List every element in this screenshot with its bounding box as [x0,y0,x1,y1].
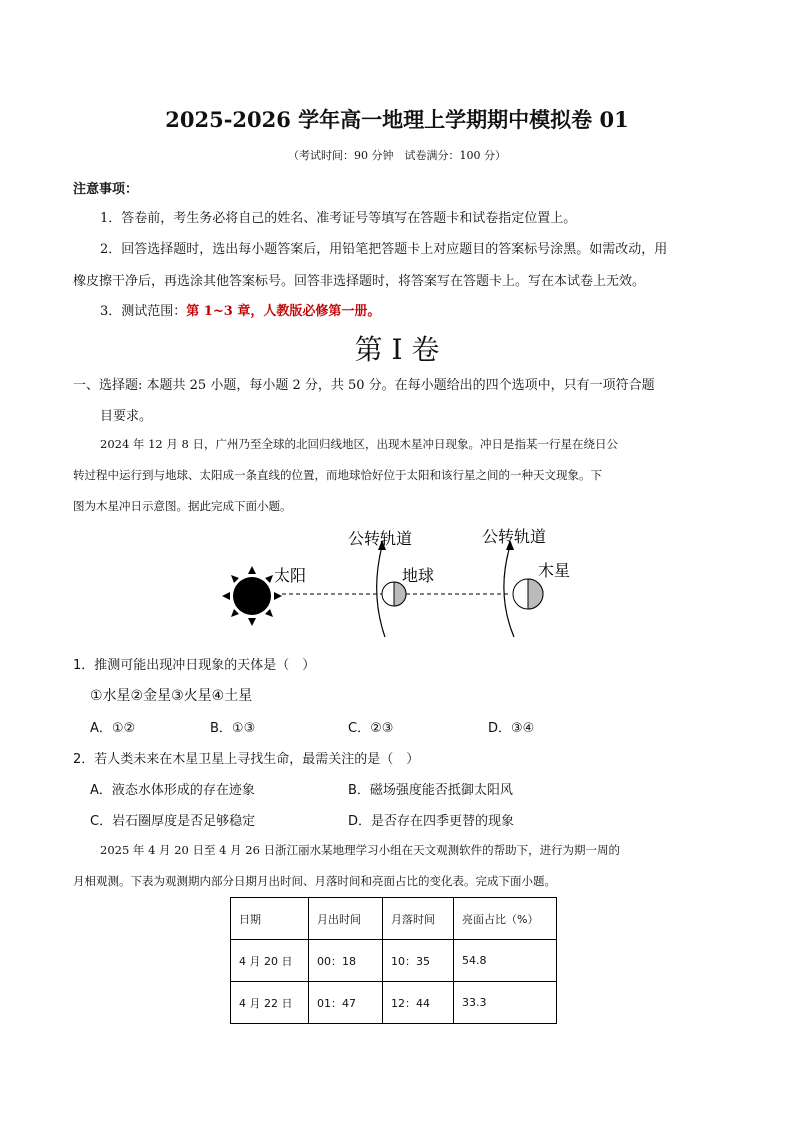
notice-item-2-line-1: 2．回答选择题时，选出每小题答案后，用铅笔把答题卡上对应题目的答案标号涂黑。如需改动，用 [100,242,668,257]
notice-item-3-label: 3．测试范围： [100,304,187,319]
notice-item-1: 1．答卷前，考生务必将自己的姓名、准考证号等填写在答题卡和试卷指定位置上。 [100,211,577,226]
table-header-row [231,898,557,940]
question-2-option-d[interactable]: D．是否存在四季更替的现象 [348,814,515,829]
jupiter-icon [513,579,543,609]
question-2-option-b[interactable]: B．磁场强度能否抵御太阳风 [348,783,513,798]
test-scope: 第 1~3 章，人教版必修第一册。 [186,304,381,319]
table-row [231,940,557,982]
moon-observation-table [230,897,557,1024]
label-jupiter: 木星 [538,561,571,580]
passage-2-line-2: 月相观测。下表为观测期内部分日期月出时间、月落时间和亮面占比的变化表。完成下面小题。 [73,874,556,888]
table-header-cell: 日期 [231,898,309,940]
question-1-option-b[interactable]: B．①③ [210,721,256,736]
label-earth-orbit: 公转轨道 [348,529,413,548]
label-jupiter-orbit: 公转轨道 [482,527,547,546]
table-cell: 00：18 [309,940,383,982]
label-sun: 太阳 [274,566,307,585]
sun-icon [222,566,282,626]
page-title: 2025-2026 学年高一地理上学期期中模拟卷 01 [165,107,629,132]
table-cell: 01：47 [309,982,383,1024]
passage-2-line-1: 2025 年 4 月 20 日至 4 月 26 日浙江丽水某地理学习小组在天文观测软件的帮助下，进行为期一周的 [100,843,621,857]
passage-1-line-3: 图为木星冲日示意图。据此完成下面小题。 [73,499,292,513]
jupiter-orbit [504,546,514,637]
question-2-option-c[interactable]: C．岩石圈厚度是否足够稳定 [90,814,256,829]
notice-item-3 [100,300,380,319]
label-earth: 地球 [402,566,435,585]
question-1-stem: 1．推测可能出现冲日现象的天体是（ ） [73,658,316,673]
jupiter-opposition-diagram [210,520,580,640]
section-instruction-line-2: 目要求。 [100,409,153,424]
table-header-cell: 月落时间 [383,898,454,940]
exam-info: （考试时间：90 分钟 试卷满分：100 分） [288,149,506,162]
question-1-option-d[interactable]: D．③④ [488,721,535,736]
notice-heading: 注意事项： [73,182,139,197]
table-cell: 4 月 20 日 [231,940,309,982]
earth-icon [382,582,406,606]
section-title: 第 I 卷 [354,333,440,366]
table-cell: 12：44 [383,982,454,1024]
table-cell: 54.8 [454,940,557,982]
table-cell: 10：35 [383,940,454,982]
question-1-items: ①水星②金星③火星④土星 [90,688,253,704]
table-cell: 33.3 [454,982,557,1024]
question-2-option-a[interactable]: A．液态水体形成的存在迹象 [90,783,255,798]
passage-1-line-2: 转过程中运行到与地球、太阳成一条直线的位置，而地球恰好位于太阳和该行星之间的一种天文现象。下 [73,468,602,482]
table-header-cell: 亮面占比（%） [454,898,557,940]
table-row [231,982,557,1024]
question-2-stem: 2．若人类未来在木星卫星上寻找生命，最需关注的是（ ） [73,752,420,767]
table-cell: 4 月 22 日 [231,982,309,1024]
question-1-option-a[interactable]: A．①② [90,721,136,736]
passage-1-line-1: 2024 年 12 月 8 日，广州乃至全球的北回归线地区，出现木星冲日现象。冲日是指某一行星在绕日公 [100,437,618,451]
table-header-cell: 月出时间 [309,898,383,940]
section-instruction-line-1: 一、选择题: 本题共 25 小题，每小题 2 分，共 50 分。在每小题给出的四个选项中，只有一项符合题 [73,378,655,393]
question-1-option-c[interactable]: C．②③ [348,721,394,736]
notice-item-2-line-2: 橡皮擦干净后，再选涂其他答案标号。回答非选择题时，将答案写在答题卡上。写在本试卷上无效。 [73,274,646,289]
